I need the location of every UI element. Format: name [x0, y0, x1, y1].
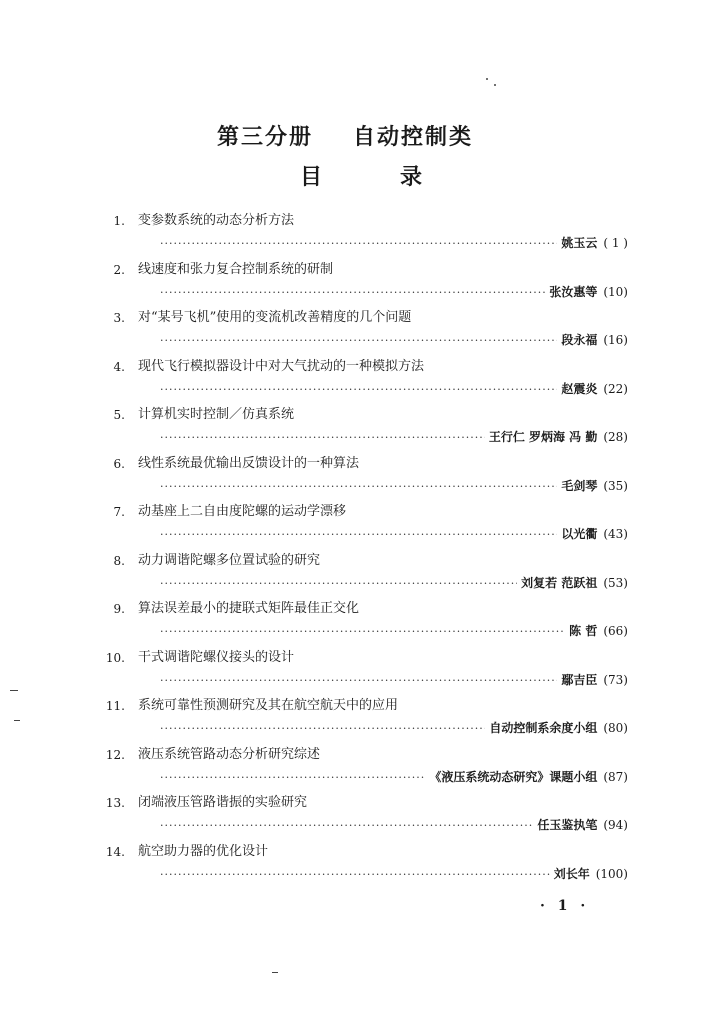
entry-number: 4.: [113, 359, 125, 374]
toc-entry: [0, 746, 715, 795]
entry-number: 7.: [113, 505, 125, 519]
toc-entry: [0, 503, 715, 552]
entry-page: (94): [603, 818, 628, 832]
dot-leader: [160, 235, 557, 253]
entry-page: (53): [603, 575, 628, 590]
toc-entry: [0, 309, 715, 358]
toc-entry: [0, 649, 715, 698]
entry-author: 段永福: [561, 333, 598, 347]
entry-number: 6.: [113, 456, 125, 471]
dot-leader: [160, 429, 485, 447]
entry-number: 14.: [105, 844, 125, 859]
entry-number: 12.: [105, 747, 125, 762]
volume-label: 第三分册: [217, 125, 314, 150]
entry-leader-line: [160, 622, 628, 640]
dot-leader: [160, 817, 533, 835]
entry-leader-line: [160, 768, 628, 786]
dot-leader: [160, 672, 557, 690]
entry-title: 线性系统最优输出反馈设计的一种算法: [138, 455, 360, 471]
entry-leader-line: [160, 477, 628, 495]
entry-author: 以光衢: [561, 527, 598, 541]
entry-number: 9.: [113, 602, 125, 616]
entry-page: (80): [603, 721, 628, 735]
entry-title: 算法误差最小的捷联式矩阵最佳正交化: [138, 601, 360, 616]
entry-author: 王行仁 罗炳海 冯 勤: [488, 430, 598, 444]
entry-page: (73): [603, 672, 628, 687]
entry-author: 刘复若 范跃祖: [521, 575, 598, 590]
toc-entry: [0, 261, 715, 310]
page-number: · 1 ·: [540, 898, 590, 914]
entry-author: 自动控制系余度小组: [489, 721, 598, 735]
dot-leader: [160, 575, 517, 593]
entry-author: 《液压系统动态研究》课题小组: [429, 769, 598, 784]
scan-speck: [494, 84, 496, 86]
entry-title: 对“某号飞机”使用的变流机改善精度的几个问题: [138, 310, 412, 325]
entry-author: 张汝惠等: [549, 284, 598, 299]
entry-leader-line: [160, 816, 628, 834]
dot-leader: [160, 720, 485, 738]
entry-number: 13.: [105, 796, 125, 810]
entry-leader-line: [160, 525, 628, 543]
entry-title: 系统可靠性预测研究及其在航空航天中的应用: [138, 698, 399, 713]
toc-entry: [0, 697, 715, 746]
entry-page: (87): [603, 769, 628, 784]
entry-title: 动力调谐陀螺多位置试验的研究: [138, 552, 321, 568]
entry-page: ( 1 ): [603, 236, 628, 250]
entry-page: (16): [603, 333, 628, 347]
table-of-contents: [0, 212, 715, 891]
dot-leader: [160, 623, 565, 641]
toc-entry: [0, 406, 715, 455]
entry-leader-line: [160, 428, 628, 446]
toc-entry: [0, 794, 715, 843]
entry-title: 闭端液压管路谐振的实验研究: [138, 795, 308, 810]
dot-leader: [160, 526, 557, 544]
entry-author: 陈 哲: [569, 624, 598, 638]
toc-heading-char-2: 录: [400, 165, 423, 190]
scan-speck: [10, 690, 18, 691]
entry-leader-line: [160, 719, 628, 737]
entry-author: 毛剑琴: [561, 478, 598, 493]
entry-author: 姚玉云: [561, 236, 598, 250]
entry-leader-line: [160, 865, 628, 883]
toc-heading: [300, 160, 440, 191]
entry-author: 赵震炎: [561, 381, 598, 396]
dot-leader: [160, 284, 545, 302]
entry-page: (100): [595, 866, 628, 881]
entry-leader-line: [160, 331, 628, 349]
entry-page: (28): [603, 430, 628, 444]
scan-speck: [272, 972, 278, 973]
entry-number: 5.: [113, 408, 125, 422]
toc-entry: [0, 552, 715, 601]
entry-leader-line: [160, 283, 628, 301]
entry-number: 10.: [105, 650, 125, 665]
entry-page: (43): [603, 527, 628, 541]
dot-leader: [160, 332, 557, 350]
entry-number: 1.: [113, 214, 125, 228]
entry-number: 8.: [113, 553, 125, 568]
toc-entry: [0, 358, 715, 407]
entry-number: 2.: [113, 262, 125, 277]
dot-leader: [160, 769, 425, 787]
entry-title: 线速度和张力复合控制系统的研制: [138, 261, 334, 277]
scan-speck: [14, 720, 20, 721]
entry-leader-line: [160, 234, 628, 252]
entry-page: (10): [603, 284, 628, 299]
dot-leader: [160, 381, 557, 399]
entry-page: (22): [603, 381, 628, 396]
entry-title: 计算机实时控制／仿真系统: [138, 407, 295, 422]
category-label: 自动控制类: [353, 125, 474, 150]
entry-title: 航空助力器的优化设计: [138, 843, 269, 859]
entry-number: 11.: [105, 699, 125, 713]
entry-author: 任玉鉴执笔: [537, 818, 598, 832]
entry-author: 刘长年: [553, 866, 590, 881]
entry-leader-line: [160, 574, 628, 592]
toc-heading-char-1: 目: [300, 165, 323, 190]
scan-speck: [486, 78, 488, 80]
entry-title: 动基座上二自由度陀螺的运动学漂移: [138, 504, 347, 519]
toc-entry: [0, 455, 715, 504]
entry-page: (66): [603, 624, 628, 638]
entry-author: 鄢吉臣: [561, 672, 598, 687]
entry-leader-line: [160, 380, 628, 398]
entry-title: 液压系统管路动态分析研究综述: [138, 746, 321, 762]
entry-number: 3.: [113, 311, 125, 325]
dot-leader: [160, 478, 557, 496]
toc-entry: [0, 212, 715, 261]
entry-leader-line: [160, 671, 628, 689]
entry-title: 干式调谐陀螺仪接头的设计: [138, 649, 295, 665]
entry-page: (35): [603, 478, 628, 493]
toc-entry: [0, 600, 715, 649]
volume-title: [217, 120, 517, 151]
dot-leader: [160, 866, 550, 884]
toc-entry: [0, 843, 715, 892]
entry-title: 变参数系统的动态分析方法: [138, 213, 295, 228]
entry-title: 现代飞行模拟器设计中对大气扰动的一种模拟方法: [138, 358, 425, 374]
